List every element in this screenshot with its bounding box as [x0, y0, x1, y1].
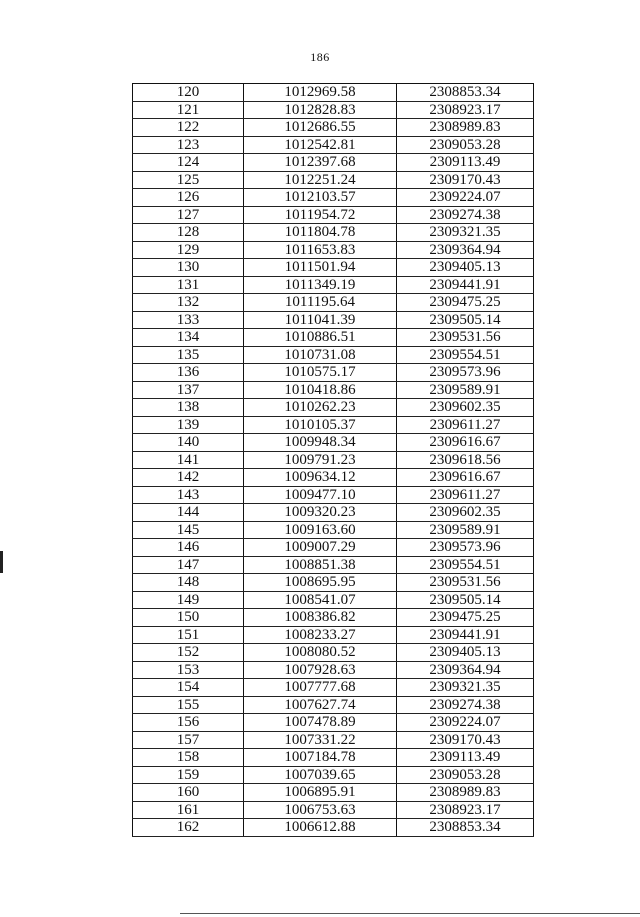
table-row: [133, 154, 534, 172]
y-coordinate-cell: 2308853.34: [397, 84, 534, 102]
point-number-cell: 127: [133, 206, 244, 224]
table-row: [133, 696, 534, 714]
point-number-cell: 134: [133, 329, 244, 347]
table-row: [133, 329, 534, 347]
x-coordinate-cell: 1011041.39: [244, 311, 397, 329]
y-coordinate-cell: 2309589.91: [397, 521, 534, 539]
table-row: [133, 469, 534, 487]
x-coordinate-cell: 1009163.60: [244, 521, 397, 539]
point-number-cell: 136: [133, 364, 244, 382]
table-row: [133, 574, 534, 592]
point-number-cell: 158: [133, 749, 244, 767]
x-coordinate-cell: 1012397.68: [244, 154, 397, 172]
y-coordinate-cell: 2308853.34: [397, 819, 534, 837]
y-coordinate-cell: 2309616.67: [397, 469, 534, 487]
table-row: [133, 171, 534, 189]
y-coordinate-cell: 2309589.91: [397, 381, 534, 399]
point-number-cell: 130: [133, 259, 244, 277]
x-coordinate-cell: 1012969.58: [244, 84, 397, 102]
y-coordinate-cell: 2309573.96: [397, 364, 534, 382]
x-coordinate-cell: 1007331.22: [244, 731, 397, 749]
x-coordinate-cell: 1012686.55: [244, 119, 397, 137]
table-row: [133, 504, 534, 522]
x-coordinate-cell: 1011954.72: [244, 206, 397, 224]
x-coordinate-cell: 1012251.24: [244, 171, 397, 189]
table-row: [133, 661, 534, 679]
point-number-cell: 149: [133, 591, 244, 609]
point-number-cell: 157: [133, 731, 244, 749]
x-coordinate-cell: 1009477.10: [244, 486, 397, 504]
x-coordinate-cell: 1012542.81: [244, 136, 397, 154]
table-row: [133, 679, 534, 697]
x-coordinate-cell: 1008541.07: [244, 591, 397, 609]
x-coordinate-cell: 1007039.65: [244, 766, 397, 784]
x-coordinate-cell: 1007777.68: [244, 679, 397, 697]
y-coordinate-cell: 2309364.94: [397, 661, 534, 679]
x-coordinate-cell: 1006612.88: [244, 819, 397, 837]
x-coordinate-cell: 1008851.38: [244, 556, 397, 574]
y-coordinate-cell: 2309554.51: [397, 346, 534, 364]
x-coordinate-cell: 1008080.52: [244, 644, 397, 662]
y-coordinate-cell: 2309364.94: [397, 241, 534, 259]
y-coordinate-cell: 2309113.49: [397, 749, 534, 767]
y-coordinate-cell: 2309170.43: [397, 171, 534, 189]
point-number-cell: 132: [133, 294, 244, 312]
x-coordinate-cell: 1007627.74: [244, 696, 397, 714]
table-row: [133, 189, 534, 207]
y-coordinate-cell: 2309602.35: [397, 399, 534, 417]
table-row: [133, 766, 534, 784]
page-number: 186: [310, 50, 330, 64]
y-coordinate-cell: 2309573.96: [397, 539, 534, 557]
y-coordinate-cell: 2309405.13: [397, 644, 534, 662]
table-row: [133, 749, 534, 767]
table-row: [133, 609, 534, 627]
y-coordinate-cell: 2309611.27: [397, 416, 534, 434]
y-coordinate-cell: 2309321.35: [397, 224, 534, 242]
y-coordinate-cell: 2309224.07: [397, 714, 534, 732]
y-coordinate-cell: 2308989.83: [397, 119, 534, 137]
table-row: [133, 434, 534, 452]
x-coordinate-cell: 1012828.83: [244, 101, 397, 119]
point-number-cell: 161: [133, 801, 244, 819]
table-row: [133, 644, 534, 662]
y-coordinate-cell: 2309531.56: [397, 329, 534, 347]
point-number-cell: 146: [133, 539, 244, 557]
x-coordinate-cell: 1009634.12: [244, 469, 397, 487]
table-row: [133, 259, 534, 277]
y-coordinate-cell: 2309441.91: [397, 276, 534, 294]
point-number-cell: 135: [133, 346, 244, 364]
table-row: [133, 84, 534, 102]
point-number-cell: 122: [133, 119, 244, 137]
table-row: [133, 224, 534, 242]
binding-edge-mark: [0, 551, 3, 573]
y-coordinate-cell: 2309170.43: [397, 731, 534, 749]
x-coordinate-cell: 1010886.51: [244, 329, 397, 347]
point-number-cell: 126: [133, 189, 244, 207]
y-coordinate-cell: 2309224.07: [397, 189, 534, 207]
point-number-cell: 145: [133, 521, 244, 539]
x-coordinate-cell: 1010575.17: [244, 364, 397, 382]
table-row: [133, 451, 534, 469]
x-coordinate-cell: 1009320.23: [244, 504, 397, 522]
y-coordinate-cell: 2309611.27: [397, 486, 534, 504]
point-number-cell: 150: [133, 609, 244, 627]
x-coordinate-cell: 1009007.29: [244, 539, 397, 557]
x-coordinate-cell: 1006753.63: [244, 801, 397, 819]
table-row: [133, 206, 534, 224]
y-coordinate-cell: 2309321.35: [397, 679, 534, 697]
y-coordinate-cell: 2309475.25: [397, 294, 534, 312]
x-coordinate-cell: 1011501.94: [244, 259, 397, 277]
point-number-cell: 156: [133, 714, 244, 732]
point-number-cell: 143: [133, 486, 244, 504]
x-coordinate-cell: 1008233.27: [244, 626, 397, 644]
y-coordinate-cell: 2309505.14: [397, 311, 534, 329]
table-row: [133, 521, 534, 539]
point-number-cell: 144: [133, 504, 244, 522]
point-number-cell: 133: [133, 311, 244, 329]
point-number-cell: 159: [133, 766, 244, 784]
point-number-cell: 141: [133, 451, 244, 469]
table-row: [133, 801, 534, 819]
x-coordinate-cell: 1007928.63: [244, 661, 397, 679]
table-row: [133, 486, 534, 504]
x-coordinate-cell: 1012103.57: [244, 189, 397, 207]
y-coordinate-cell: 2309113.49: [397, 154, 534, 172]
table-row: [133, 591, 534, 609]
table-row: [133, 556, 534, 574]
coordinates-table: [132, 83, 534, 837]
y-coordinate-cell: 2309531.56: [397, 574, 534, 592]
point-number-cell: 137: [133, 381, 244, 399]
x-coordinate-cell: 1011653.83: [244, 241, 397, 259]
point-number-cell: 148: [133, 574, 244, 592]
coordinates-table-container: [132, 83, 534, 837]
table-row: [133, 399, 534, 417]
point-number-cell: 155: [133, 696, 244, 714]
point-number-cell: 160: [133, 784, 244, 802]
x-coordinate-cell: 1007478.89: [244, 714, 397, 732]
table-row: [133, 101, 534, 119]
x-coordinate-cell: 1006895.91: [244, 784, 397, 802]
x-coordinate-cell: 1010105.37: [244, 416, 397, 434]
point-number-cell: 153: [133, 661, 244, 679]
bottom-edge-rule: [180, 913, 640, 914]
table-row: [133, 784, 534, 802]
table-row: [133, 241, 534, 259]
x-coordinate-cell: 1010731.08: [244, 346, 397, 364]
point-number-cell: 162: [133, 819, 244, 837]
table-row: [133, 364, 534, 382]
y-coordinate-cell: 2309274.38: [397, 206, 534, 224]
table-row: [133, 294, 534, 312]
x-coordinate-cell: 1011804.78: [244, 224, 397, 242]
point-number-cell: 129: [133, 241, 244, 259]
table-row: [133, 819, 534, 837]
point-number-cell: 128: [133, 224, 244, 242]
y-coordinate-cell: 2309602.35: [397, 504, 534, 522]
table-row: [133, 311, 534, 329]
point-number-cell: 125: [133, 171, 244, 189]
x-coordinate-cell: 1008386.82: [244, 609, 397, 627]
point-number-cell: 151: [133, 626, 244, 644]
y-coordinate-cell: 2309616.67: [397, 434, 534, 452]
point-number-cell: 131: [133, 276, 244, 294]
y-coordinate-cell: 2308989.83: [397, 784, 534, 802]
point-number-cell: 140: [133, 434, 244, 452]
y-coordinate-cell: 2308923.17: [397, 801, 534, 819]
coordinates-table-body: [133, 84, 534, 837]
x-coordinate-cell: 1010418.86: [244, 381, 397, 399]
point-number-cell: 152: [133, 644, 244, 662]
y-coordinate-cell: 2309053.28: [397, 766, 534, 784]
y-coordinate-cell: 2309505.14: [397, 591, 534, 609]
table-row: [133, 416, 534, 434]
point-number-cell: 120: [133, 84, 244, 102]
x-coordinate-cell: 1009791.23: [244, 451, 397, 469]
point-number-cell: 124: [133, 154, 244, 172]
y-coordinate-cell: 2308923.17: [397, 101, 534, 119]
point-number-cell: 142: [133, 469, 244, 487]
x-coordinate-cell: 1010262.23: [244, 399, 397, 417]
y-coordinate-cell: 2309441.91: [397, 626, 534, 644]
point-number-cell: 139: [133, 416, 244, 434]
x-coordinate-cell: 1008695.95: [244, 574, 397, 592]
table-row: [133, 731, 534, 749]
x-coordinate-cell: 1007184.78: [244, 749, 397, 767]
point-number-cell: 138: [133, 399, 244, 417]
y-coordinate-cell: 2309274.38: [397, 696, 534, 714]
table-row: [133, 346, 534, 364]
table-row: [133, 276, 534, 294]
table-row: [133, 626, 534, 644]
table-row: [133, 539, 534, 557]
y-coordinate-cell: 2309053.28: [397, 136, 534, 154]
table-row: [133, 381, 534, 399]
y-coordinate-cell: 2309618.56: [397, 451, 534, 469]
table-row: [133, 136, 534, 154]
y-coordinate-cell: 2309475.25: [397, 609, 534, 627]
point-number-cell: 154: [133, 679, 244, 697]
point-number-cell: 147: [133, 556, 244, 574]
point-number-cell: 121: [133, 101, 244, 119]
y-coordinate-cell: 2309405.13: [397, 259, 534, 277]
table-row: [133, 119, 534, 137]
table-row: [133, 714, 534, 732]
point-number-cell: 123: [133, 136, 244, 154]
x-coordinate-cell: 1011195.64: [244, 294, 397, 312]
x-coordinate-cell: 1009948.34: [244, 434, 397, 452]
x-coordinate-cell: 1011349.19: [244, 276, 397, 294]
y-coordinate-cell: 2309554.51: [397, 556, 534, 574]
